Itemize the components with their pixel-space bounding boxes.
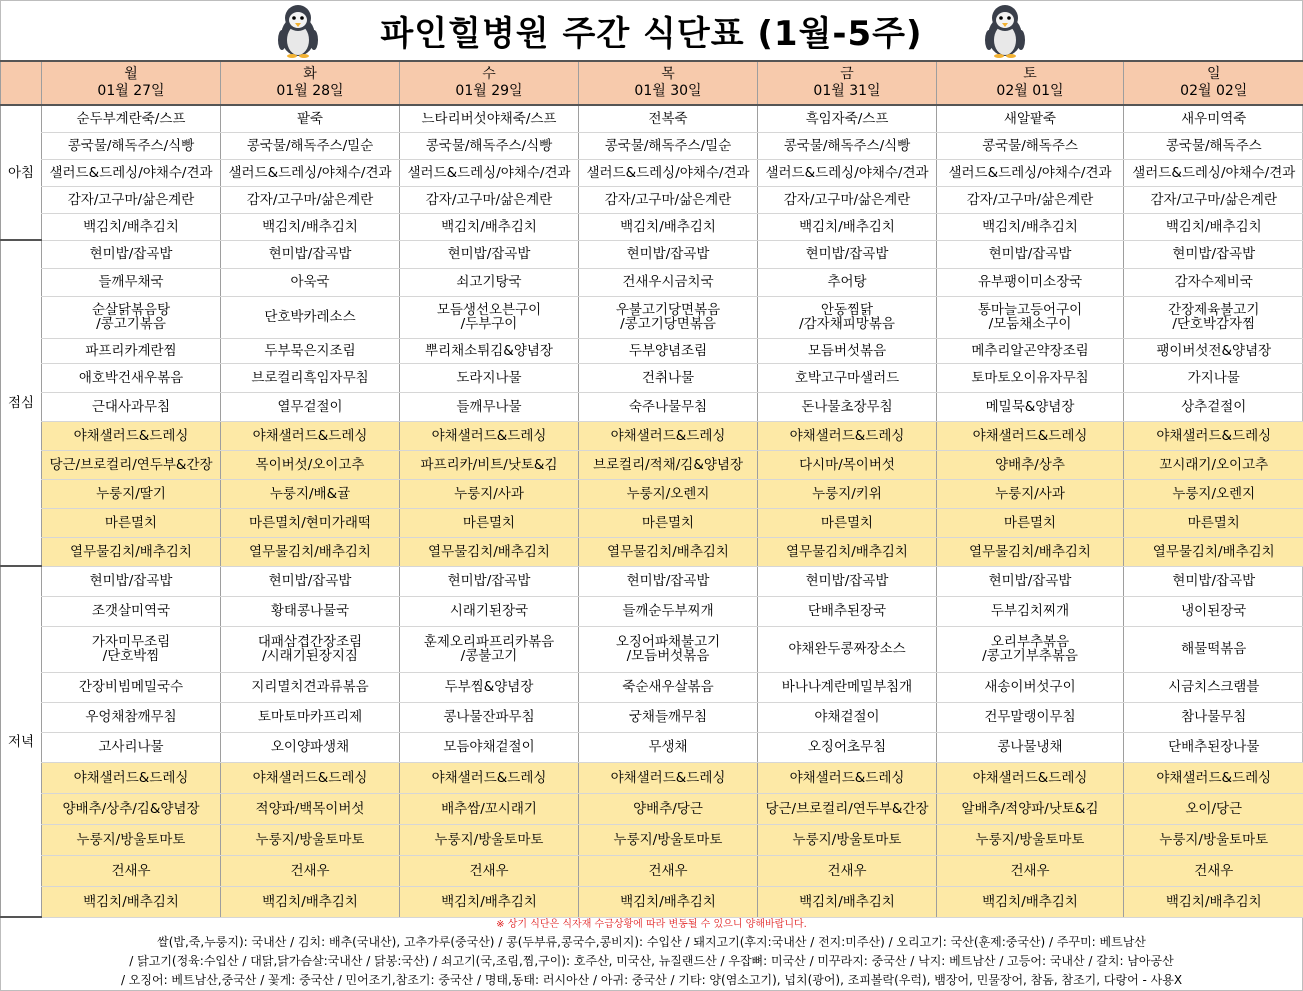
menu-cell: 마른멸치 — [579, 508, 758, 537]
menu-cell: 샐러드&드레싱/야채수/견과 — [400, 159, 579, 186]
day-header-cell — [1124, 61, 1303, 105]
menu-cell: 토마토마카프리제 — [221, 702, 400, 732]
date-label: 02월 02일 — [1180, 83, 1248, 99]
menu-cell: 백김치/배추김치 — [1124, 213, 1303, 240]
menu-cell: 우엉채참깨무침 — [42, 702, 221, 732]
menu-cell: 백김치/배추김치 — [400, 886, 579, 917]
day-header-cell — [937, 61, 1124, 105]
menu-cell: 들깨무채국 — [42, 268, 221, 296]
menu-cell: 야채완두콩짜장소스 — [758, 626, 937, 672]
menu-cell: 해물떡볶음 — [1124, 626, 1303, 672]
menu-cell: 통마늘고등어구이 /모둠채소구이 — [937, 296, 1124, 338]
meal-label-cell: 점심 — [1, 240, 42, 566]
menu-cell: 아욱국 — [221, 268, 400, 296]
menu-cell: 숙주나물무침 — [579, 392, 758, 421]
menu-cell: 백김치/배추김치 — [758, 886, 937, 917]
menu-cell: 현미밥/잡곡밥 — [42, 566, 221, 596]
menu-cell: 현미밥/잡곡밥 — [937, 566, 1124, 596]
date-label: 01월 28일 — [276, 83, 344, 99]
menu-cell: 현미밥/잡곡밥 — [937, 240, 1124, 268]
menu-cell: 누룽지/오렌지 — [1124, 479, 1303, 508]
day-header-cell — [42, 61, 221, 105]
menu-cell: 두부김치찌개 — [937, 596, 1124, 626]
menu-cell: 감자/고구마/삶은계란 — [42, 186, 221, 213]
menu-cell: 뿌리채소튀김&양념장 — [400, 338, 579, 363]
menu-cell: 백김치/배추김치 — [400, 213, 579, 240]
menu-cell: 누룽지/오렌지 — [579, 479, 758, 508]
menu-row — [1, 886, 1303, 917]
menu-cell: 돈나물초장무침 — [758, 392, 937, 421]
menu-cell: 흑임자죽/스프 — [758, 105, 937, 132]
day-header-row — [1, 61, 1303, 105]
menu-cell: 두부묵은지조림 — [221, 338, 400, 363]
menu-cell: 도라지나물 — [400, 363, 579, 392]
menu-cell: 열무물김치/배추김치 — [579, 537, 758, 566]
menu-cell: 현미밥/잡곡밥 — [400, 566, 579, 596]
menu-cell: 건새우 — [1124, 855, 1303, 886]
menu-cell: 지리멸치견과류볶음 — [221, 672, 400, 702]
menu-cell: 단배추된장국 — [758, 596, 937, 626]
menu-cell: 백김치/배추김치 — [1124, 886, 1303, 917]
menu-cell: 건취나물 — [579, 363, 758, 392]
menu-cell: 황태콩나물국 — [221, 596, 400, 626]
menu-cell: 오징어초무침 — [758, 732, 937, 762]
menu-cell: 현미밥/잡곡밥 — [221, 240, 400, 268]
menu-row — [1, 392, 1303, 421]
menu-cell: 누룽지/키위 — [758, 479, 937, 508]
menu-cell: 파프리카계란찜 — [42, 338, 221, 363]
menu-cell: 간장제육불고기 /단호박감자찜 — [1124, 296, 1303, 338]
menu-cell: 궁채들깨무침 — [579, 702, 758, 732]
menu-cell: 샐러드&드레싱/야채수/견과 — [221, 159, 400, 186]
notice-text: ※ 상기 식단은 식자재 수급상황에 따라 변동될 수 있으니 양해바랍니다. — [496, 919, 807, 930]
menu-cell: 백김치/배추김치 — [937, 213, 1124, 240]
menu-cell: 마른멸치 — [937, 508, 1124, 537]
menu-row — [1, 702, 1303, 732]
menu-cell: 현미밥/잡곡밥 — [221, 566, 400, 596]
day-header-cell — [221, 61, 400, 105]
menu-cell: 모듬야채겉절이 — [400, 732, 579, 762]
menu-cell: 오징어파채불고기 /모듬버섯볶음 — [579, 626, 758, 672]
menu-cell: 죽순새우살볶음 — [579, 672, 758, 702]
menu-cell: 콩국물/해독주스/밀순 — [221, 132, 400, 159]
menu-cell: 안동찜닭 /감자채피망볶음 — [758, 296, 937, 338]
menu-cell: 양배추/당근 — [579, 793, 758, 824]
menu-cell: 오이양파생채 — [221, 732, 400, 762]
menu-cell: 대패삼겹간장조림 /시래기된장지짐 — [221, 626, 400, 672]
menu-cell: 건새우 — [221, 855, 400, 886]
menu-cell: 토마토오이유자무침 — [937, 363, 1124, 392]
menu-row — [1, 132, 1303, 159]
menu-cell: 순두부계란죽/스프 — [42, 105, 221, 132]
menu-cell: 조갯살미역국 — [42, 596, 221, 626]
menu-cell: 백김치/배추김치 — [42, 213, 221, 240]
menu-cell: 오이/당근 — [1124, 793, 1303, 824]
meal-label-cell: 저녁 — [1, 566, 42, 917]
menu-cell: 건새우 — [400, 855, 579, 886]
menu-cell: 마른멸치 — [42, 508, 221, 537]
origin-line: / 닭고기(정육:수입산 / 대닭,닭가슴살:국내산 / 닭봉:국산) / 쇠고기(국,조림,찜,구이): 호주산, 미국산, 뉴질랜드산 / 우잡뼈: 미국산 / 미꾸라지: 중국산 / 낙지: 베트남산 / 고등어: 국내산 / 갈치: 남아공산 — [129, 954, 1174, 968]
footer — [0, 918, 1303, 990]
day-label: 토 — [1023, 66, 1037, 82]
menu-cell: 감자/고구마/삶은계란 — [221, 186, 400, 213]
menu-cell: 상추겉절이 — [1124, 392, 1303, 421]
menu-cell: 감자수제비국 — [1124, 268, 1303, 296]
menu-cell: 야채샐러드&드레싱 — [221, 421, 400, 450]
menu-row — [1, 268, 1303, 296]
menu-cell: 누룽지/방울토마토 — [400, 824, 579, 855]
menu-cell: 누룽지/사과 — [937, 479, 1124, 508]
menu-cell: 현미밥/잡곡밥 — [400, 240, 579, 268]
menu-cell: 야채샐러드&드레싱 — [1124, 762, 1303, 793]
menu-cell: 건새우 — [758, 855, 937, 886]
menu-cell: 들깨순두부찌개 — [579, 596, 758, 626]
menu-row — [1, 363, 1303, 392]
menu-cell: 백김치/배추김치 — [579, 213, 758, 240]
menu-cell: 콩나물냉채 — [937, 732, 1124, 762]
menu-cell: 시래기된장국 — [400, 596, 579, 626]
menu-cell: 야채샐러드&드레싱 — [758, 762, 937, 793]
menu-cell: 두부양념조림 — [579, 338, 758, 363]
menu-cell: 건무말랭이무침 — [937, 702, 1124, 732]
menu-cell: 배추쌈/꼬시래기 — [400, 793, 579, 824]
menu-cell: 메추리알곤약장조림 — [937, 338, 1124, 363]
menu-cell: 냉이된장국 — [1124, 596, 1303, 626]
menu-cell: 파프리카/비트/낫토&김 — [400, 450, 579, 479]
menu-row — [1, 240, 1303, 268]
day-label: 화 — [303, 66, 317, 82]
menu-cell: 모듬버섯볶음 — [758, 338, 937, 363]
menu-cell: 마른멸치 — [758, 508, 937, 537]
menu-row — [1, 105, 1303, 132]
menu-row — [1, 159, 1303, 186]
menu-cell: 감자/고구마/삶은계란 — [937, 186, 1124, 213]
menu-cell: 야채샐러드&드레싱 — [758, 421, 937, 450]
menu-cell: 누룽지/방울토마토 — [1124, 824, 1303, 855]
menu-cell: 훈제오리파프리카볶음 /콩불고기 — [400, 626, 579, 672]
menu-cell: 백김치/배추김치 — [221, 886, 400, 917]
menu-cell: 건새우시금치국 — [579, 268, 758, 296]
menu-cell: 누룽지/딸기 — [42, 479, 221, 508]
date-label: 01월 30일 — [634, 83, 702, 99]
menu-row — [1, 566, 1303, 596]
menu-cell: 현미밥/잡곡밥 — [579, 240, 758, 268]
menu-cell: 야채샐러드&드레싱 — [221, 762, 400, 793]
menu-cell: 현미밥/잡곡밥 — [758, 566, 937, 596]
meal-label-cell: 아침 — [1, 105, 42, 240]
day-header-cell — [579, 61, 758, 105]
menu-cell: 감자/고구마/삶은계란 — [1124, 186, 1303, 213]
menu-cell: 감자/고구마/삶은계란 — [758, 186, 937, 213]
menu-cell: 근대사과무침 — [42, 392, 221, 421]
menu-cell: 마른멸치/현미가래떡 — [221, 508, 400, 537]
menu-cell: 열무물김치/배추김치 — [1124, 537, 1303, 566]
menu-cell: 새알팥죽 — [937, 105, 1124, 132]
menu-cell: 콩국물/해독주스/밀순 — [579, 132, 758, 159]
menu-cell: 메밀묵&양념장 — [937, 392, 1124, 421]
menu-cell: 단배추된장나물 — [1124, 732, 1303, 762]
menu-cell: 샐러드&드레싱/야채수/견과 — [758, 159, 937, 186]
menu-cell: 현미밥/잡곡밥 — [1124, 566, 1303, 596]
menu-row — [1, 508, 1303, 537]
day-label: 금 — [840, 66, 854, 82]
page-title: 파인힐병원 주간 식단표 (1월-5주) — [380, 14, 923, 54]
menu-cell: 열무물김치/배추김치 — [42, 537, 221, 566]
menu-cell: 백김치/배추김치 — [42, 886, 221, 917]
menu-cell: 야채샐러드&드레싱 — [937, 421, 1124, 450]
menu-cell: 현미밥/잡곡밥 — [579, 566, 758, 596]
menu-cell: 간장비빔메밀국수 — [42, 672, 221, 702]
menu-row — [1, 450, 1303, 479]
menu-cell: 새우미역죽 — [1124, 105, 1303, 132]
menu-cell: 누룽지/방울토마토 — [758, 824, 937, 855]
day-label: 목 — [661, 66, 675, 82]
menu-cell: 콩국물/해독주스/식빵 — [400, 132, 579, 159]
menu-cell: 우불고기당면볶음 /콩고기당면볶음 — [579, 296, 758, 338]
menu-cell: 감자/고구마/삶은계란 — [400, 186, 579, 213]
menu-cell: 현미밥/잡곡밥 — [42, 240, 221, 268]
menu-cell: 콩나물잔파무침 — [400, 702, 579, 732]
menu-cell: 누룽지/방울토마토 — [579, 824, 758, 855]
menu-row — [1, 537, 1303, 566]
menu-cell: 백김치/배추김치 — [937, 886, 1124, 917]
menu-cell: 야채샐러드&드레싱 — [579, 762, 758, 793]
date-label: 01월 27일 — [97, 83, 165, 99]
menu-cell: 콩국물/해독주스/식빵 — [758, 132, 937, 159]
menu-row — [1, 421, 1303, 450]
menu-row — [1, 793, 1303, 824]
menu-cell: 오리부추볶음 /콩고기부추볶음 — [937, 626, 1124, 672]
menu-cell: 전복죽 — [579, 105, 758, 132]
menu-body — [1, 105, 1303, 917]
menu-cell: 순살닭볶음탕 /콩고기볶음 — [42, 296, 221, 338]
menu-cell: 단호박카레소스 — [221, 296, 400, 338]
menu-cell: 야채샐러드&드레싱 — [937, 762, 1124, 793]
menu-cell: 모듬생선오븐구이 /두부구이 — [400, 296, 579, 338]
day-label: 수 — [482, 66, 496, 82]
menu-cell: 꼬시래기/오이고추 — [1124, 450, 1303, 479]
menu-cell: 다시마/목이버섯 — [758, 450, 937, 479]
date-label: 02월 01일 — [996, 83, 1064, 99]
menu-cell: 무생채 — [579, 732, 758, 762]
menu-cell: 누룽지/사과 — [400, 479, 579, 508]
menu-cell: 당근/브로컬리/연두부&간장 — [758, 793, 937, 824]
menu-cell: 새송이버섯구이 — [937, 672, 1124, 702]
menu-cell: 알배추/적양파/낫토&김 — [937, 793, 1124, 824]
menu-row — [1, 672, 1303, 702]
menu-cell: 열무겉절이 — [221, 392, 400, 421]
menu-cell: 현미밥/잡곡밥 — [758, 240, 937, 268]
menu-cell: 적양파/백목이버섯 — [221, 793, 400, 824]
menu-cell: 바나나계란메밀부침개 — [758, 672, 937, 702]
menu-cell: 팥죽 — [221, 105, 400, 132]
menu-cell: 야채샐러드&드레싱 — [579, 421, 758, 450]
menu-cell: 느타리버섯야채죽/스프 — [400, 105, 579, 132]
day-header-cell — [758, 61, 937, 105]
menu-cell: 콩국물/해독주스 — [1124, 132, 1303, 159]
menu-cell: 샐러드&드레싱/야채수/견과 — [579, 159, 758, 186]
menu-row — [1, 296, 1303, 338]
menu-cell: 목이버섯/오이고추 — [221, 450, 400, 479]
menu-cell: 감자/고구마/삶은계란 — [579, 186, 758, 213]
menu-cell: 누룽지/방울토마토 — [937, 824, 1124, 855]
menu-cell: 샐러드&드레싱/야채수/견과 — [1124, 159, 1303, 186]
menu-cell: 백김치/배추김치 — [579, 886, 758, 917]
menu-cell: 당근/브로컬리/연두부&간장 — [42, 450, 221, 479]
menu-cell: 누룽지/방울토마토 — [221, 824, 400, 855]
menu-cell: 야채샐러드&드레싱 — [42, 762, 221, 793]
penguin-mascot-icon — [975, 2, 1035, 58]
origin-line: / 오징어: 베트남산,중국산 / 꽃게: 중국산 / 민어조기,참조기: 중국산 / 명태,동태: 러시아산 / 아귀: 중국산 / 기타: 양(염소고기), 넙치(광어), 조피볼락(우럭), 뱀장어, 민물장어, 참돔, 참조기, 다랑어 - 사용X — [120, 973, 1183, 987]
date-label: 01월 31일 — [813, 83, 881, 99]
day-label: 월 — [124, 66, 138, 82]
menu-cell: 마른멸치 — [400, 508, 579, 537]
day-label: 일 — [1206, 66, 1221, 82]
menu-cell: 열무물김치/배추김치 — [221, 537, 400, 566]
menu-cell: 현미밥/잡곡밥 — [1124, 240, 1303, 268]
menu-cell: 야채겉절이 — [758, 702, 937, 732]
menu-cell: 야채샐러드&드레싱 — [42, 421, 221, 450]
menu-cell: 열무물김치/배추김치 — [937, 537, 1124, 566]
menu-cell: 들깨무나물 — [400, 392, 579, 421]
menu-cell: 백김치/배추김치 — [758, 213, 937, 240]
day-header-cell — [400, 61, 579, 105]
corner-header-cell — [1, 61, 42, 105]
menu-row — [1, 596, 1303, 626]
menu-row — [1, 479, 1303, 508]
menu-cell: 양배추/상추 — [937, 450, 1124, 479]
menu-row — [1, 626, 1303, 672]
menu-cell: 야채샐러드&드레싱 — [1124, 421, 1303, 450]
menu-cell: 팽이버섯전&양념장 — [1124, 338, 1303, 363]
menu-cell: 시금치스크램블 — [1124, 672, 1303, 702]
menu-cell: 유부팽이미소장국 — [937, 268, 1124, 296]
menu-cell: 열무물김치/배추김치 — [400, 537, 579, 566]
menu-row — [1, 855, 1303, 886]
menu-cell: 가자미무조림 /단호박찜 — [42, 626, 221, 672]
menu-cell: 브로컬리흑임자무침 — [221, 363, 400, 392]
menu-cell: 야채샐러드&드레싱 — [400, 421, 579, 450]
menu-cell: 야채샐러드&드레싱 — [400, 762, 579, 793]
menu-cell: 참나물무침 — [1124, 702, 1303, 732]
menu-row — [1, 732, 1303, 762]
menu-cell: 건새우 — [42, 855, 221, 886]
menu-cell: 백김치/배추김치 — [221, 213, 400, 240]
menu-cell: 건새우 — [579, 855, 758, 886]
title-bar — [0, 0, 1303, 60]
menu-cell: 열무물김치/배추김치 — [758, 537, 937, 566]
origin-line: 쌀(밥,죽,누룽지): 국내산 / 김치: 배추(국내산), 고추가루(중국산) / 콩(두부류,콩국수,콩비지): 수입산 / 돼지고기(후지:국내산 / 전지:미주산) / 오리고기: 국산(훈제:중국산) / 주꾸미: 베트남산 — [157, 935, 1146, 949]
menu-cell: 호박고구마샐러드 — [758, 363, 937, 392]
menu-cell: 건새우 — [937, 855, 1124, 886]
menu-cell: 쇠고기탕국 — [400, 268, 579, 296]
menu-cell: 브로컬리/적채/김&양념장 — [579, 450, 758, 479]
menu-cell: 양배추/상추/김&양념장 — [42, 793, 221, 824]
menu-cell: 두부찜&양념장 — [400, 672, 579, 702]
menu-cell: 추어탕 — [758, 268, 937, 296]
menu-cell: 애호박건새우볶음 — [42, 363, 221, 392]
menu-row — [1, 186, 1303, 213]
menu-cell: 콩국물/해독주스 — [937, 132, 1124, 159]
menu-cell: 샐러드&드레싱/야채수/견과 — [937, 159, 1124, 186]
menu-cell: 고사리나물 — [42, 732, 221, 762]
menu-cell: 가지나물 — [1124, 363, 1303, 392]
date-label: 01월 29일 — [455, 83, 523, 99]
menu-cell: 누룽지/배&귤 — [221, 479, 400, 508]
weekly-menu-table — [0, 60, 1303, 918]
menu-cell: 누룽지/방울토마토 — [42, 824, 221, 855]
menu-cell: 샐러드&드레싱/야채수/견과 — [42, 159, 221, 186]
menu-cell: 콩국물/해독주스/식빵 — [42, 132, 221, 159]
menu-cell: 마른멸치 — [1124, 508, 1303, 537]
menu-row — [1, 762, 1303, 793]
menu-row — [1, 338, 1303, 363]
menu-row — [1, 213, 1303, 240]
menu-row — [1, 824, 1303, 855]
